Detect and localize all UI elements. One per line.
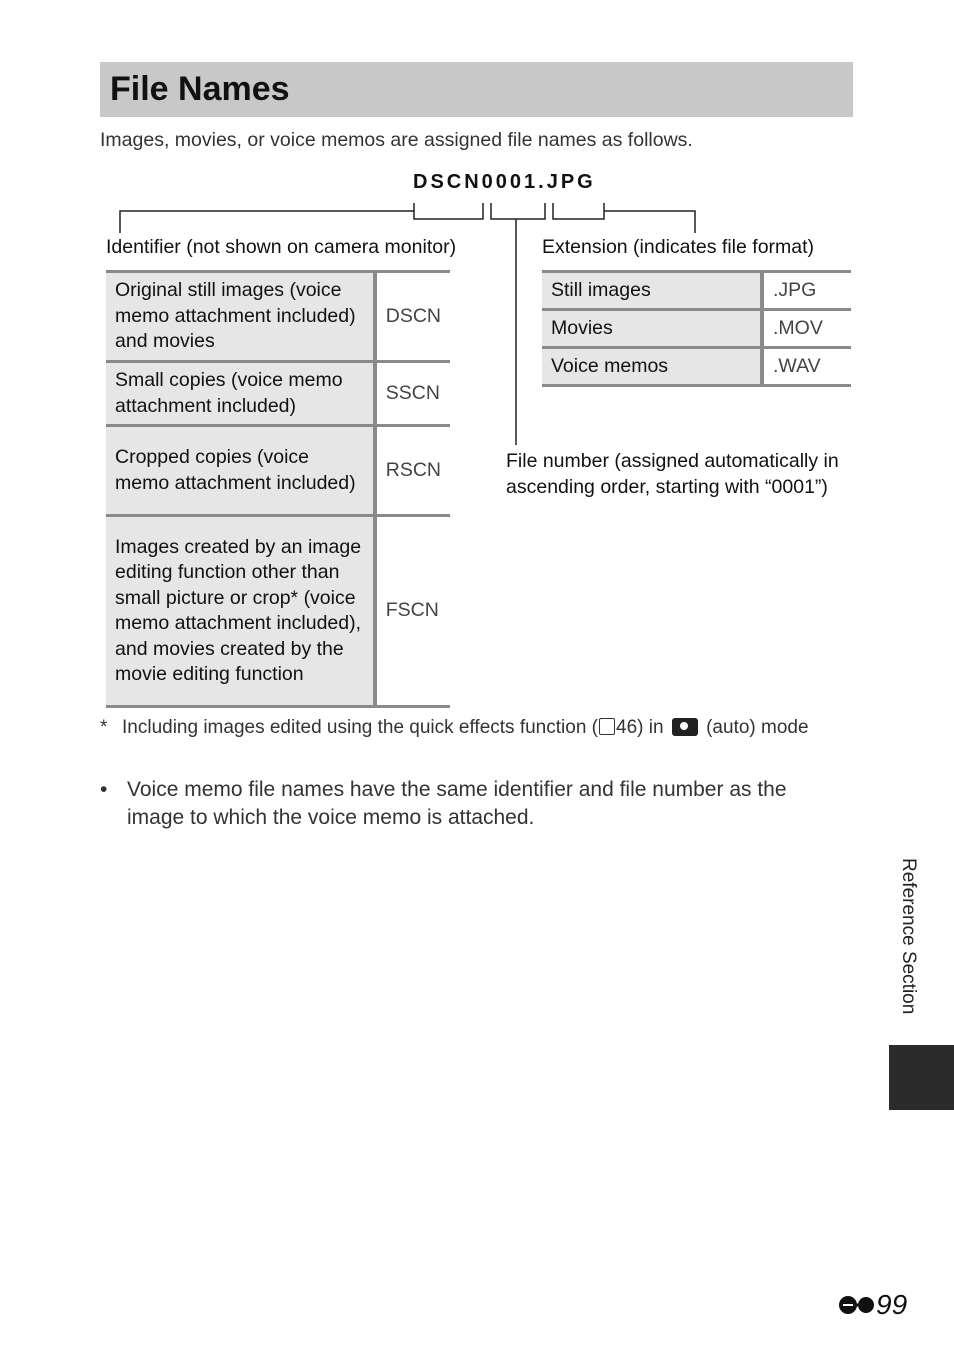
footnote-text-2: ) in [637, 717, 664, 738]
footnote-page-ref[interactable]: 46 [616, 717, 638, 738]
table-row [542, 272, 851, 310]
camera-icon [672, 718, 698, 736]
identifier-row-label: Small copies (voice memo attachment included) [106, 362, 375, 426]
bullet-note [100, 776, 820, 832]
extension-leader [604, 211, 695, 233]
table-row [542, 310, 851, 348]
bullet-marker: • [100, 778, 108, 801]
identifier-row-label: Images created by an image editing function other than small picture or crop* (voice memo attachment included), and movies created by the movie editing function [106, 516, 375, 707]
table-row [106, 426, 450, 516]
identifier-row-label: Original still images (voice memo attachment included) and movies [106, 272, 375, 362]
identifier-row-value: SSCN [375, 362, 450, 426]
number-bracket [491, 203, 545, 219]
footnote-marker: * [100, 717, 108, 738]
identifier-leader [120, 211, 414, 233]
section-tab [889, 1045, 954, 1110]
footnote-text-3: (auto) mode [706, 717, 809, 738]
table-row [106, 516, 450, 707]
section-side-label [895, 858, 925, 1028]
identifier-bracket [414, 203, 483, 219]
identifier-row-value: FSCN [375, 516, 450, 707]
extension-row-label: Movies [542, 310, 762, 348]
extension-row-label: Voice memos [542, 348, 762, 386]
page-number [838, 1288, 907, 1322]
intro-text: Images, movies, or voice memos are assigned file names as follows. [100, 129, 693, 151]
extension-bracket [553, 203, 604, 219]
e-section-icon [838, 1294, 876, 1316]
identifier-row-label: Cropped copies (voice memo attachment included) [106, 426, 375, 516]
extension-row-value: .WAV [762, 348, 851, 386]
extension-row-value: .MOV [762, 310, 851, 348]
table-row [106, 272, 450, 362]
footnote [100, 715, 820, 741]
page-number-text: 99 [876, 1289, 908, 1320]
book-icon [599, 718, 615, 735]
bullet-text: Voice memo file names have the same identifier and file number as the image to which the voice memo is attached. [127, 778, 787, 829]
filename-example: DSCN0001.JPG [413, 171, 596, 193]
identifier-row-value: RSCN [375, 426, 450, 516]
footnote-text-1: Including images edited using the quick effects function ( [122, 717, 598, 738]
identifier-caption: Identifier (not shown on camera monitor) [106, 236, 457, 258]
identifier-row-value: DSCN [375, 272, 450, 362]
section-side-label-text: Reference Section [898, 858, 919, 1015]
extension-table [542, 270, 851, 387]
file-number-caption: File number (assigned automatically in ascending order, starting with “0001”) [506, 450, 839, 498]
identifier-table [106, 270, 450, 708]
extension-row-label: Still images [542, 272, 762, 310]
page-title: File Names [110, 70, 290, 108]
extension-caption: Extension (indicates file format) [542, 236, 815, 258]
extension-row-value: .JPG [762, 272, 851, 310]
table-row [542, 348, 851, 386]
table-row [106, 362, 450, 426]
